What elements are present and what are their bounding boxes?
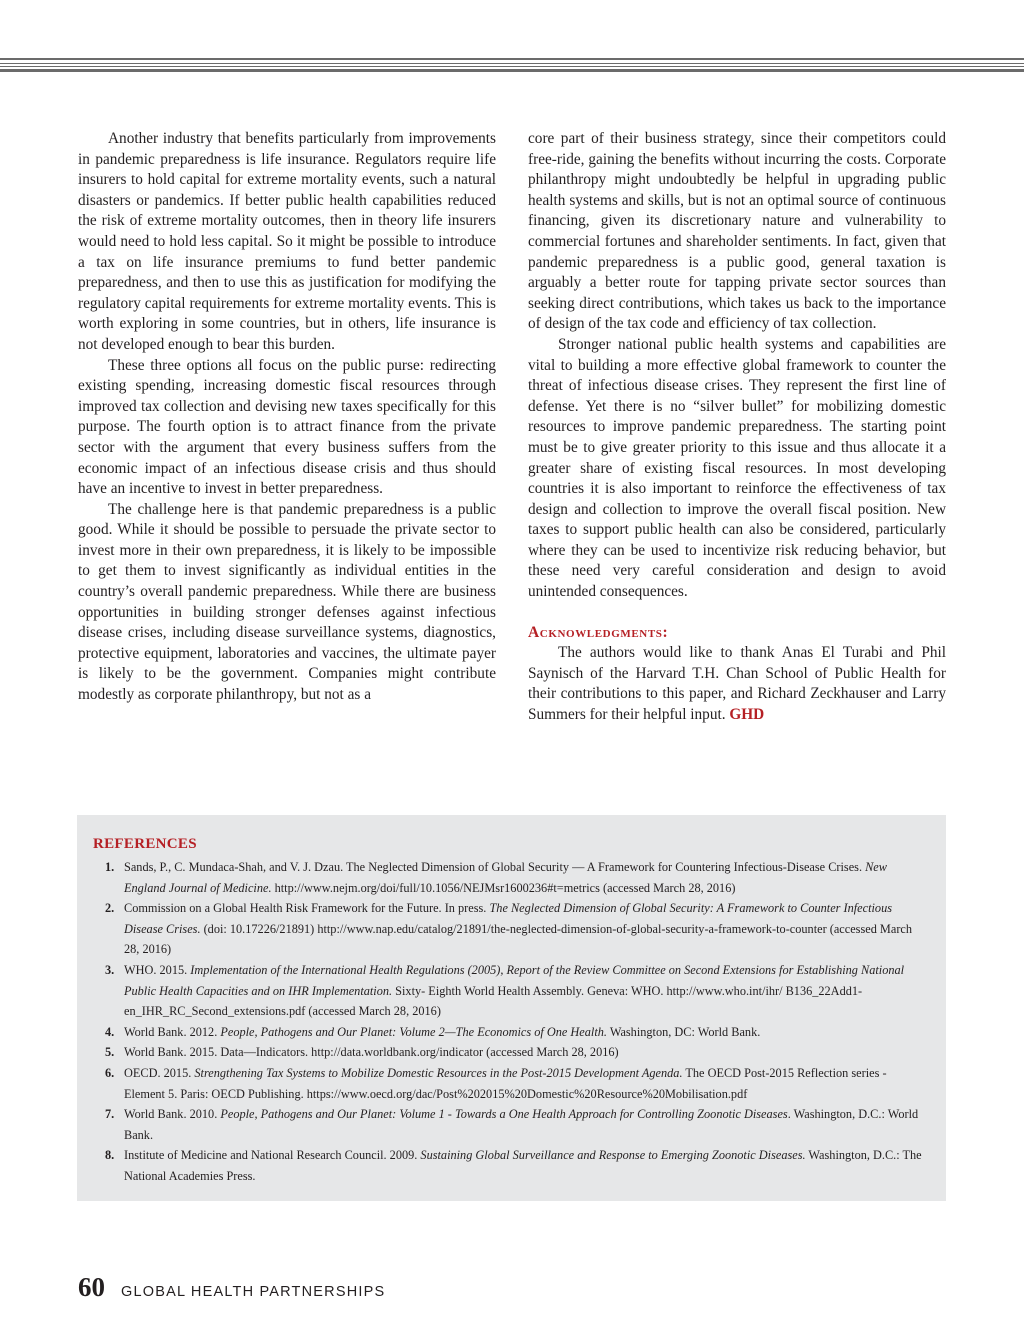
paragraph-continuation: core part of their business strategy, since their competitors could free-ride, gaining the benefits without incurring the costs. Corporate philanthropy might undoubtedly be helpful in upgrading public health systems and skills, but is not an optimal source of continuous financing, given its discretionary nature and vulnerability to commercial fortunes and shareholder sentiments. In fact, given that pandemic preparedness is a public good, general taxation is arguably a better route for tapping private sector sources than seeking direct contributions, which takes us back to the importance of design of the tax code and efficiency of tax collection. <box>528 130 946 333</box>
reference-text-plain: OECD. 2015. <box>124 1065 195 1080</box>
reference-item <box>93 960 926 1022</box>
paragraph: The challenge here is that pandemic preparedness is a public good. While it should be possible to persuade the private sector to invest more in their own preparedness, it is likely to be impossible to get them to invest significantly as individual entities in the country’s overall pandemic preparedness. While there are business opportunities in building stronger defenses against infectious disease crises, including disease surveillance systems, diagnostics, protective equipment, laboratories and vaccines, the ultimate payer is likely to be the government. Companies might contribute modestly as corporate philanthropy, but not as a <box>78 500 496 704</box>
reference-item <box>93 1104 926 1145</box>
reference-text-plain: Sixty- Eighth World Health Assembly. Geneva: WHO. http://www.who.int/ihr/ B136_22Add1-en_IHR_RC_Second_extensions.pdf (accessed March 28, 2016) <box>124 983 863 1019</box>
acknowledgments-text <box>528 643 946 725</box>
reference-number-label: 6. <box>105 1065 115 1080</box>
reference-text-italic: People, Pathogens and Our Planet: Volume 1 - Towards a One Health Approach for Controlling Zoonotic Diseases <box>220 1107 788 1122</box>
publication-name: GLOBAL HEALTH PARTNERSHIPS <box>121 1284 386 1300</box>
reference-number-label: 1. <box>105 860 115 874</box>
reference-item <box>93 898 926 960</box>
paragraph: These three options all focus on the public purse: redirecting existing spending, increasing domestic fiscal resources through improved tax collection and devising new taxes specifically for this purpose. The fourth option is to attract finance from the private sector with the argument that every business suffers from the economic impact of an infectious disease crisis and thus should have an incentive to invest in better preparedness. <box>78 356 496 498</box>
reference-text-italic: Sustaining Global Surveillance and Response to Emerging Zoonotic Diseases. <box>420 1148 806 1163</box>
reference-text <box>123 960 926 1022</box>
reference-item <box>93 1022 926 1043</box>
page-number: 60 <box>78 1272 105 1302</box>
reference-text-plain: (doi: 10.17226/21891) http://www.nap.edu/catalog/21891/the-neglected-dimension-of-global-security-a-framework-to-counter (accessed March 28, 2016) <box>124 921 913 957</box>
reference-text-plain: Commission on a Global Health Risk Framework for the Future. In press. <box>124 901 490 916</box>
references-list <box>93 857 926 1187</box>
reference-text-italic: New England Journal of Medicine. <box>124 860 887 895</box>
reference-text <box>123 1063 926 1104</box>
left-column <box>78 129 496 706</box>
acknowledgments-heading: Acknowledgments: <box>528 623 669 641</box>
reference-number-label: 8. <box>105 1148 115 1163</box>
reference-number <box>93 898 123 960</box>
references-title: REFERENCES <box>93 836 197 852</box>
reference-number <box>93 1063 123 1104</box>
reference-text-plain: Institute of Medicine and National Research Council. 2009. <box>124 1148 421 1163</box>
reference-text-plain: Washington, D.C.: The National Academies Press. <box>124 1148 922 1183</box>
page-footer <box>78 1272 385 1312</box>
reference-text <box>123 1022 926 1043</box>
reference-number-label: 7. <box>105 1107 115 1122</box>
reference-text-plain: . Washington, D.C.: World Bank. <box>124 1107 919 1142</box>
reference-text-plain: World Bank. 2012. <box>124 1024 221 1039</box>
reference-text <box>123 1104 926 1145</box>
header-rules <box>0 58 1024 72</box>
reference-text <box>123 1145 926 1186</box>
reference-text <box>123 1042 926 1063</box>
reference-text-italic: Strengthening Tax Systems to Mobilize Domestic Resources in the Post-2015 Development Agenda. <box>194 1065 683 1080</box>
reference-number <box>93 1145 123 1186</box>
reference-text-plain: World Bank. 2010. <box>124 1107 221 1122</box>
reference-number <box>93 1022 123 1043</box>
reference-text-plain: World Bank. 2015. Data—Indicators. http://data.worldbank.org/indicator (accessed March 28, 2016) <box>124 1045 619 1060</box>
paragraph: Another industry that benefits particularly from improvements in pandemic preparedness is life insurance. Regulators require life insurers to hold capital for extreme mortality events, such a natural disasters or pandemics. If better public health capabilities reduced the risk of extreme mortality outcomes, then in theory life insurers would need to hold less capital. So it might be possible to introduce a tax on life insurance premiums to fund better pandemic preparedness, and then to use this as justification for modifying the regulatory capital requirements for extreme mortality events. This is worth exploring in some countries, but in others, life insurance is not developed enough to bear this burden. <box>78 130 496 353</box>
reference-item <box>93 1042 926 1063</box>
reference-item <box>93 857 926 898</box>
reference-item <box>93 1063 926 1104</box>
reference-number-label: 2. <box>105 901 115 916</box>
reference-text-plain: Washington, DC: World Bank. <box>606 1024 761 1039</box>
reference-text-plain: http://www.nejm.org/doi/full/10.1056/NEJMsr1600236#t=metrics (accessed March 28, 2016) <box>271 880 736 895</box>
reference-text <box>123 898 926 960</box>
paragraph: Stronger national public health systems and capabilities are vital to building a more effective global framework to counter the threat of infectious disease crises. They represent the first line of defense. Yet there is no “silver bullet” for mobilizing domestic resources to improve pandemic preparedness. The starting point must be to give greater priority to this issue and thus allocate it a greater share of existing fiscal resources. In most developing countries it is also important to reinforce the effectiveness of tax design and collection to improve the overall fiscal position. New taxes to support public health can also be considered, particularly where they can be used to incentivize risk reducing behavior, but these need very careful consideration and design to avoid unintended consequences. <box>528 335 946 601</box>
reference-text <box>123 857 926 898</box>
references-panel <box>77 815 946 1201</box>
reference-number-label: 5. <box>105 1045 115 1060</box>
reference-text-plain: WHO. 2015. <box>124 962 191 977</box>
reference-text-plain: Sands, P., C. Mundaca-Shah, and V. J. Dzau. The Neglected Dimension of Global Security — A Framework for Countering Infectious-Disease Crises. <box>124 860 866 874</box>
reference-number-label: 3. <box>105 962 115 977</box>
reference-number <box>93 1042 123 1063</box>
reference-number <box>93 1104 123 1145</box>
right-column <box>528 129 946 726</box>
reference-text-italic: People, Pathogens and Our Planet: Volume 2—The Economics of One Health. <box>220 1024 607 1039</box>
reference-text-italic: The Neglected Dimension of Global Security: A Framework to Counter Infectious Disease Crises. <box>124 901 893 936</box>
reference-text-italic: Implementation of the International Health Regulations (2005), Report of the Review Committee on Second Extensions for Establishing National Public Health Capacities and on IHR Implementation. <box>124 962 905 998</box>
reference-item <box>93 1145 926 1186</box>
reference-text-plain: The OECD Post-2015 Reflection series - Element 5. Paris: OECD Publishing. https://www.oecd.org/dac/Post%202015%20Domestic%20Resource%20Mobilisation.pdf <box>124 1065 887 1101</box>
reference-number-label: 4. <box>105 1024 115 1039</box>
reference-number <box>93 960 123 1022</box>
acknowledgments-body: The authors would like to thank Anas El Turabi and Phil Saynisch of the Harvard T.H. Chan School of Public Health for their contributions to this paper, and Richard Zeckhauser and Larry Summers for their helpful input. <box>528 644 946 724</box>
end-mark: GHD <box>729 706 765 724</box>
reference-number <box>93 857 123 898</box>
